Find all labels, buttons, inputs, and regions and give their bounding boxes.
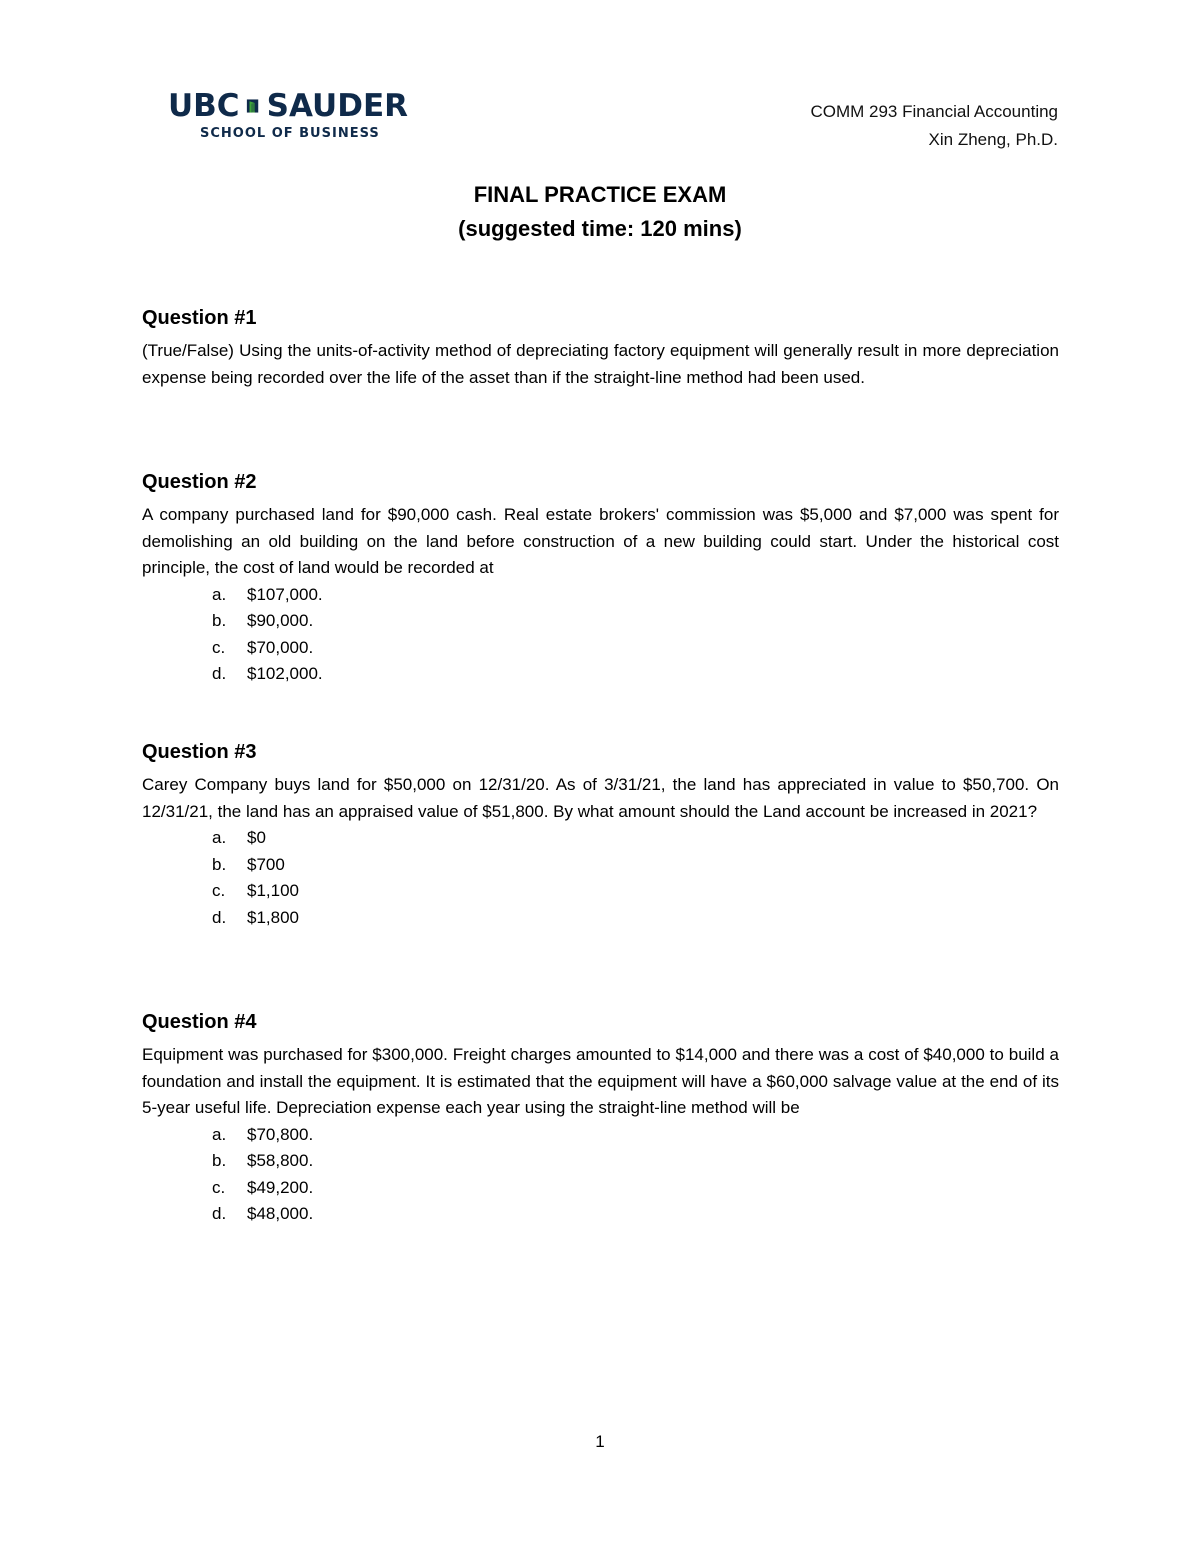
question-heading: Question #4 (142, 1011, 257, 1033)
answer-option: b. $90,000. (212, 611, 314, 630)
exam-title-block (0, 178, 1200, 246)
answer-option: a. $70,800. (212, 1124, 314, 1144)
question-4 (142, 1008, 1059, 1228)
instructor-name: Xin Zheng, Ph.D. (928, 130, 1058, 149)
question-text: Equipment was purchased for $300,000. Freight charges amounted to $14,000 and there was a cost of $40,000 to build a foundation and install the equipment. It is estimated that the equipment will have a $60,000 salvage value at the end of its 5-year useful life. Depreciation expense each year using the straight-line method will be (142, 1045, 1059, 1117)
answer-option: c. $70,000. (212, 637, 314, 657)
question-heading: Question #2 (142, 471, 257, 493)
question-text: (True/False) Using the units-of-activity method of depreciating factory equipment will generally result in more depreciation expense being recorded over the life of the asset than if the straight-line method had been used. (142, 341, 1059, 387)
answer-options (142, 582, 1059, 688)
course-header (810, 98, 1058, 154)
answer-option: d. $1,800 (212, 907, 299, 927)
exam-title: FINAL PRACTICE EXAM (473, 182, 727, 207)
answer-option: a. $107,000. (212, 584, 323, 604)
question-heading: Question #3 (142, 741, 257, 763)
question-1 (142, 304, 1059, 391)
answer-option: b. $700 (212, 854, 285, 874)
ubc-sauder-logo (168, 86, 408, 146)
logo-text-sauder: SAUDER (266, 88, 408, 124)
question-2 (142, 468, 1059, 688)
question-3 (142, 738, 1059, 931)
exam-subtitle: (suggested time: 120 mins) (458, 216, 742, 241)
logo-wordmark (168, 86, 408, 126)
course-name: COMM 293 Financial Accounting (810, 102, 1058, 121)
answer-option: b. $58,800. (212, 1151, 314, 1170)
answer-options (142, 825, 1059, 931)
logo-subtitle: SCHOOL OF BUSINESS (200, 126, 380, 141)
page-number: 1 (595, 1432, 605, 1451)
question-heading: Question #1 (142, 307, 257, 329)
logo-emblem-icon (246, 89, 259, 123)
answer-option: d. $102,000. (212, 664, 323, 683)
logo-text-ubc: UBC (168, 88, 240, 124)
answer-option: a. $0 (212, 828, 266, 847)
question-text: A company purchased land for $90,000 cash. Real estate brokers' commission was $5,000 and $7,000 was spent for demolishing an old building on the land before construction of a new building could start. Under the historical cost principle, the cost of land would be recorded at (142, 505, 1059, 577)
question-text: Carey Company buys land for $50,000 on 12/31/20. As of 3/31/21, the land has appreciated in value to $50,700. On 12/31/21, the land has an appraised value of $51,800. By what amount should the Land account be increased in 2021? (142, 775, 1059, 821)
answer-option: c. $1,100 (212, 881, 299, 900)
answer-option: d. $48,000. (212, 1204, 314, 1223)
answer-option: c. $49,200. (212, 1177, 314, 1197)
answer-options (142, 1122, 1059, 1228)
